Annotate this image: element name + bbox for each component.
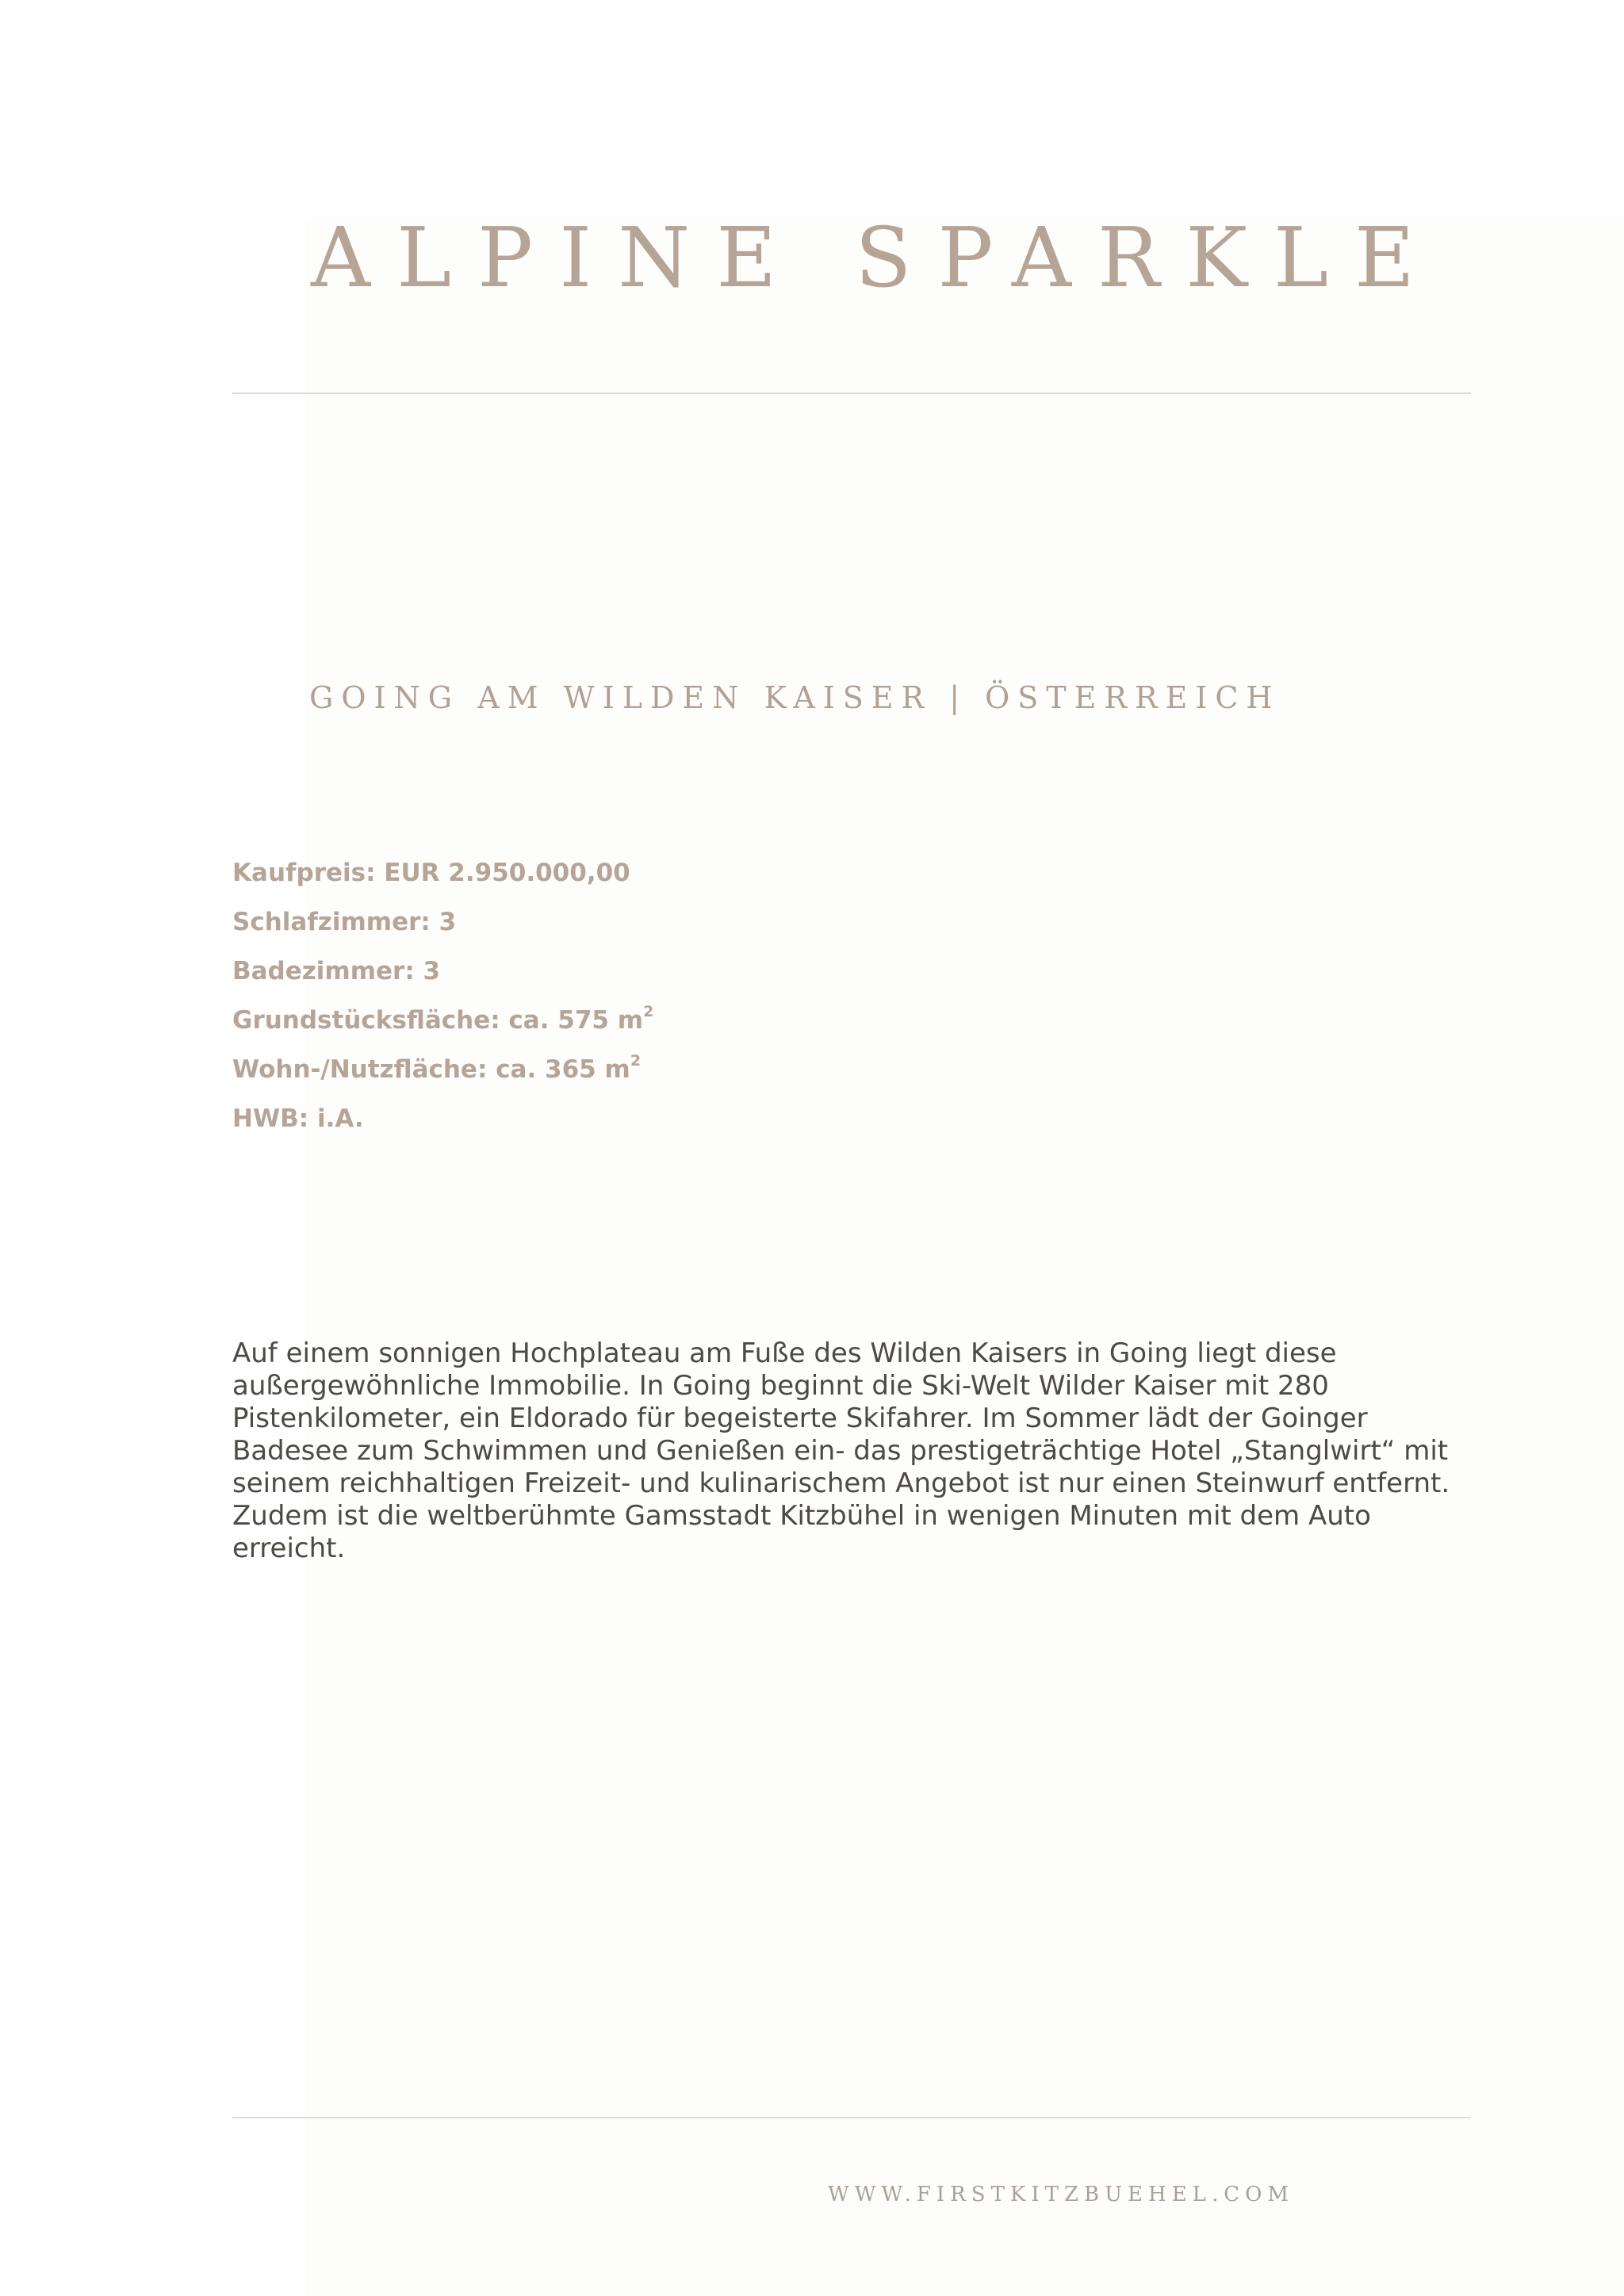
fact-living-area-label: Wohn-/Nutzfläche: ca. 365 m: [232, 1055, 630, 1084]
fact-bathrooms: Badezimmer: 3: [232, 957, 441, 985]
fact-price: Kaufpreis: EUR 2.950.000,00: [232, 859, 630, 887]
property-description: Auf einem sonnigen Hochplateau am Fuße des Wilden Kaisers in Going liegt diese außergewöhnliche Immobilie. In Going beginnt die Ski-Welt Wilder Kaiser mit 280 Pistenkilometer, ein Eldorado für begeisterte Skifahrer. Im Sommer lädt der Goinger Badesee zum Schwimmen und Genießen ein- das prestigeträchtige Hotel „Stanglwirt“ mit seinem reichhaltigen Freizeit- und kulinarischem Angebot ist nur einen Steinwurf entfernt. Zudem ist die weltberühmte Gamsstadt Kitzbühel in wenigen Minuten mit dem Auto erreicht.: [232, 1337, 1450, 1564]
fact-living-area-superscript: 2: [630, 1052, 642, 1070]
bottom-divider: [232, 2117, 1471, 2118]
page-background-panel: [305, 218, 1624, 2296]
fact-hwb: HWB: i.A.: [232, 1104, 364, 1133]
fact-plot-area-label: Grundstücksfläche: ca. 575 m: [232, 1006, 644, 1035]
fact-living-area: [232, 1050, 653, 1100]
fact-plot-area-superscript: 2: [643, 1003, 654, 1020]
fact-plot-area: [232, 1001, 653, 1050]
page-title: ALPINE SPARKLE: [311, 209, 1441, 306]
footer-website: WWW.FIRSTKITZBUEHEL.COM: [828, 2183, 1295, 2206]
fact-bedrooms: Schlafzimmer: 3: [232, 908, 457, 936]
location-subtitle: GOING AM WILDEN KAISER | ÖSTERREICH: [309, 680, 1281, 715]
property-facts-list: [232, 854, 653, 1149]
top-divider: [232, 392, 1471, 394]
